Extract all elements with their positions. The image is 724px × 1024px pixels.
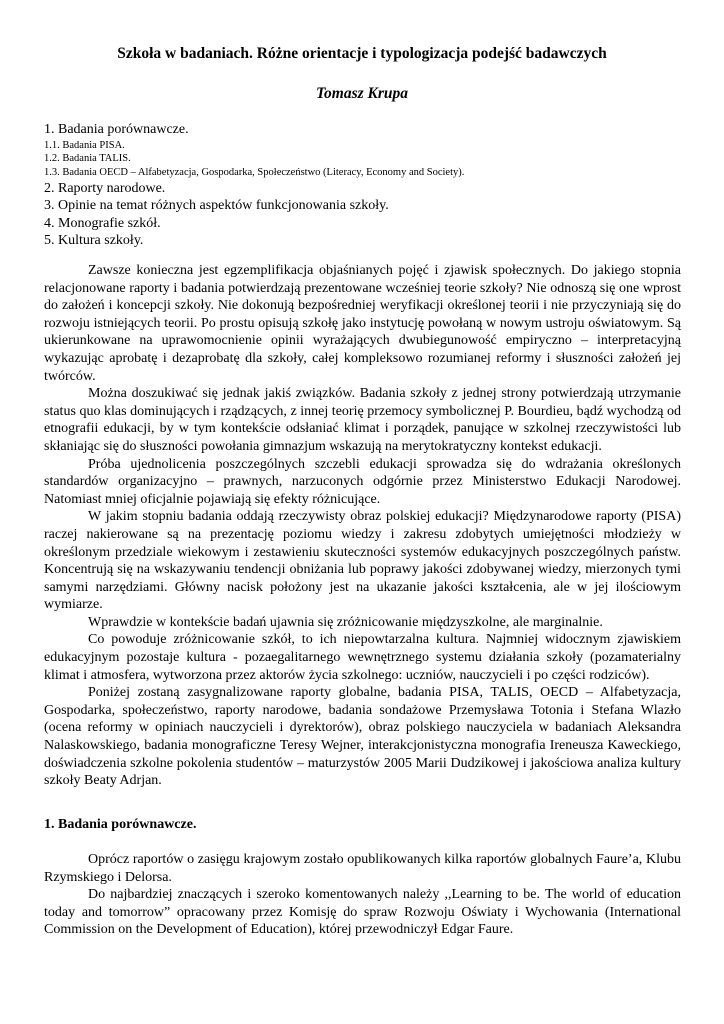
document-title: Szkoła w badaniach. Różne orientacje i typologizacja podejść badawczych bbox=[117, 45, 607, 62]
body-paragraph: Co powoduje zróżnicowanie szkół, to ich niepowtarzalna kultura. Najmniej widocznym zjawiskiem edukacyjnym pozostaje kultura - pozaegalitarnego wewnętrznego systemu działania szkoły (pozamaterialny klimat i atmosfera, wytworzona przez aktorów życia szkolnego: uczniów, nauczycieli i po części rodziców). bbox=[44, 632, 681, 683]
body-paragraph: Próba ujednolicenia poszczególnych szczebli edukacji sprowadza się do wdrażania określonych standardów organizacyjno – prawnych, narzuconych odgórnie przez Ministerstwo Edukacji Narodowej. Natomiast mniej oficjalnie pojawiają się efekty różnicujące. bbox=[44, 456, 681, 507]
body-paragraph: Zawsze konieczna jest egzemplifikacja objaśnianych pojęć i zjawisk społecznych. Do jakiego stopnia relacjonowane raporty i badania potwierdzają prezentowane wcześniej teorie szkoły? Nie odnoszą się one wprost do założeń i koncepcji szkoły. Nie dokonują bezpośredniej weryfikacji określonej teorii i nie przyczyniają się do rozwoju istniejących teorii. Po prostu opisują szkołę jako instytucję powołaną w nowym ustroju oświatowym. Są ukierunkowane na uprawomocnienie opinii wyrażających dwubiegunowość empiryczno – interpretacyjną wykazując aprobatę i dezaprobatę dla szkoły, całej kompleksowo rozumianej reformy i słuszności założeń jej twórców. bbox=[44, 263, 681, 384]
body-paragraph: Można doszukiwać się jednak jakiś związków. Badania szkoły z jednej strony potwierdzają utrzymanie status quo klas dominujących i rządzących, z innej teorię przemocy symbolicznej P. Bourdieu, bądź wychodzą od etnografii edukacji, by w tym kontekście odsłaniać klimat i porządek, panujące w szkolnej rzeczywistości lub skłaniając się do słuszności powołania gimnazjum wskazują na merytokratyczny kontekst edukacji. bbox=[44, 386, 681, 454]
toc-item: 1.3. Badania OECD – Alfabetyzacja, Gospodarka, Społeczeństwo (Literacy, Economy and Society). bbox=[44, 167, 465, 179]
section-heading: 1. Badania porównawcze. bbox=[44, 817, 197, 832]
toc-item: 3. Opinie na temat różnych aspektów funkcjonowania szkoły. bbox=[44, 198, 389, 214]
table-of-contents bbox=[44, 121, 684, 250]
section-body bbox=[44, 851, 681, 939]
body-paragraph: Do najbardziej znaczących i szeroko komentowanych należy ,,Learning to be. The world of education today and tomorrow” opracowany przez Komisję do spraw Rozwoju Oświaty i Wychowania (International Commission on the Development of Education), której przewodniczył Edgar Faure. bbox=[44, 887, 681, 938]
body-paragraph: Oprócz raportów o zasięgu krajowym zostało opublikowanych kilka raportów globalnych Faure’a, Klubu Rzymskiego i Delorsa. bbox=[44, 852, 681, 885]
body-paragraph: Poniżej zostaną zasygnalizowane raporty globalne, badania PISA, TALIS, OECD – Alfabetyzacja, Gospodarka, społeczeństwo, raporty narodowe, badania sondażowe Przemysława Totonia i Stefana Wlazło (ocena reformy w opiniach nauczycieli i dyrektorów), obraz polskiego nauczyciela w badaniach Aleksandra Nalaskowskiego, badania monograficzne Teresy Wejner, interakcjonistyczna monografia Ireneusza Kaweckiego, doświadczenia szkolne pokolenia studentów – maturzystów 2005 Marii Dudzikowej i jakościowa analiza kultury szkoły Beaty Adrjan. bbox=[44, 685, 681, 789]
toc-item: 4. Monografie szkół. bbox=[44, 215, 161, 231]
introduction-body bbox=[44, 262, 681, 790]
toc-item: 1.1. Badania PISA. bbox=[44, 139, 125, 151]
body-paragraph: Wprawdzie w kontekście badań ujawnia się zróżnicowanie międzyszkolne, ale marginalnie. bbox=[88, 614, 603, 630]
toc-item: 1.2. Badania TALIS. bbox=[44, 153, 131, 165]
body-paragraph: W jakim stopniu badania oddają rzeczywisty obraz polskiej edukacji? Międzynarodowe raporty (PISA) raczej nakierowane są na prezentację poziomu wiedzy i zakresu zdobytych umiejętności młodzieży w określonym przedziale wiekowym i zestawieniu skuteczności systemów edukacyjnych poszczególnych państw. Koncentrują się na wskazywaniu tendencji obniżania lub poprawy jakości zdobywanej wiedzy, mierzonych tymi samymi narzędziami. Główny nacisk położony jest na ukazanie jakości kształcenia, ale w jej ilościowym wymiarze. bbox=[44, 509, 681, 613]
toc-item: 2. Raporty narodowe. bbox=[44, 180, 166, 196]
document-author: Tomasz Krupa bbox=[315, 85, 409, 102]
toc-item: 1. Badania porównawcze. bbox=[44, 122, 189, 137]
toc-item: 5. Kultura szkoły. bbox=[44, 233, 144, 249]
